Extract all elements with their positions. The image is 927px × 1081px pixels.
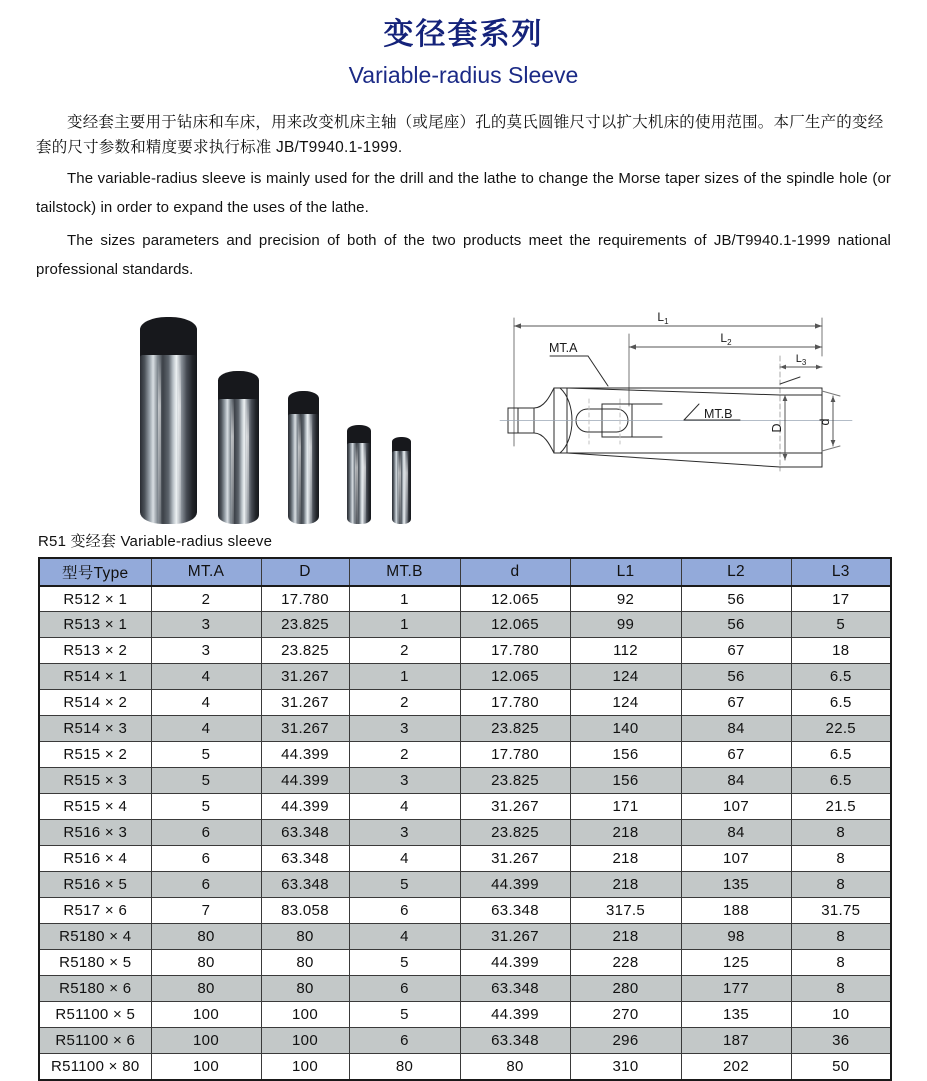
table-cell: 5: [349, 872, 460, 898]
table-cell: 98: [681, 924, 791, 950]
table-cell: 31.75: [791, 898, 891, 924]
table-row: [39, 1028, 891, 1054]
table-cell: 107: [681, 846, 791, 872]
sleeve-item: [288, 391, 319, 524]
table-cell: 36: [791, 1028, 891, 1054]
table-cell: R513 × 2: [39, 638, 151, 664]
table-cell: 8: [791, 820, 891, 846]
table-cell: 6: [151, 820, 261, 846]
sleeve-highlight: [298, 414, 301, 524]
table-cell: 4: [151, 690, 261, 716]
sleeve-highlight: [309, 414, 312, 524]
table-cell: 80: [151, 976, 261, 1002]
intro-copy: [36, 110, 891, 284]
table-cell: 63.348: [261, 820, 349, 846]
table-cell: 100: [261, 1028, 349, 1054]
sleeve-highlight: [405, 451, 408, 524]
sleeve-highlight: [178, 355, 181, 524]
table-cell: R516 × 4: [39, 846, 151, 872]
table-cell: 4: [151, 716, 261, 742]
table-cell: 80: [261, 950, 349, 976]
table-cell: 270: [570, 1002, 681, 1028]
table-cell: 8: [791, 924, 891, 950]
table-cell: R516 × 3: [39, 820, 151, 846]
table-cell: 8: [791, 950, 891, 976]
table-cell: 12.065: [460, 612, 570, 638]
table-row: [39, 846, 891, 872]
table-cell: 6.5: [791, 742, 891, 768]
table-cell: 280: [570, 976, 681, 1002]
table-cell: 100: [261, 1054, 349, 1080]
table-row: [39, 976, 891, 1002]
table-cell: R5180 × 5: [39, 950, 151, 976]
drawing-svg: [492, 296, 922, 528]
table-cell: 135: [681, 1002, 791, 1028]
table-cell: 80: [261, 976, 349, 1002]
table-cell: 4: [349, 794, 460, 820]
label-mt-a: MT.A: [549, 340, 578, 355]
table-cell: 44.399: [261, 768, 349, 794]
column-header-d: d: [460, 558, 570, 586]
table-cell: 100: [261, 1002, 349, 1028]
table-cell: 6: [151, 846, 261, 872]
taper-upper-edge: [567, 388, 780, 395]
dimension-label-l3: $L_3$: [795, 352, 807, 367]
table-cell: 10: [791, 1002, 891, 1028]
table-cell: 23.825: [261, 638, 349, 664]
table-cell: 112: [570, 638, 681, 664]
intro-paragraph-zh: 变经套主要用于钻床和车床，用来改变机床主轴（或尾座）孔的莫氏圆锥尺寸以扩大机床的使用范围。本厂生产的变经套的尺寸参数和精度要求执行标准 JB/T9940.1-1999.: [36, 113, 884, 156]
sleeve-item: [140, 317, 197, 524]
table-cell: 3: [349, 820, 460, 846]
table-cell: 99: [570, 612, 681, 638]
table-header-row: [39, 558, 891, 586]
table-cell: 18: [791, 638, 891, 664]
table-cell: 171: [570, 794, 681, 820]
table-cell: 12.065: [460, 664, 570, 690]
table-cell: 23.825: [460, 768, 570, 794]
table-cell: 4: [151, 664, 261, 690]
table-cell: 2: [349, 742, 460, 768]
table-cell: 23.825: [460, 820, 570, 846]
table-row: [39, 1002, 891, 1028]
table-cell: 17.780: [460, 638, 570, 664]
intro-paragraph-en-2: The sizes parameters and precision of both of the two products meet the requirements of JB/T9940.1-1999 national professional standards.: [36, 231, 891, 278]
table-cell: 228: [570, 950, 681, 976]
sleeve-item: [347, 425, 371, 524]
table-cell: 296: [570, 1028, 681, 1054]
sleeve-highlight: [355, 443, 358, 524]
table-cell: 6.5: [791, 690, 891, 716]
sleeve-highlight: [231, 399, 234, 524]
table-cell: 100: [151, 1002, 261, 1028]
table-row: [39, 690, 891, 716]
table-cell: 23.825: [460, 716, 570, 742]
table-cell: 1: [349, 612, 460, 638]
column-header-D: D: [261, 558, 349, 586]
table-cell: 31.267: [261, 716, 349, 742]
spec-table-body: [39, 586, 891, 1080]
table-cell: 12.065: [460, 586, 570, 612]
table-cell: 7: [151, 898, 261, 924]
table-cell: 100: [151, 1054, 261, 1080]
table-cell: 63.348: [460, 976, 570, 1002]
table-cell: 6: [349, 1028, 460, 1054]
table-cell: 1: [349, 586, 460, 612]
table-cell: 4: [349, 846, 460, 872]
label-diameter-d: d: [818, 418, 832, 426]
table-cell: 44.399: [460, 872, 570, 898]
table-cell: 3: [349, 768, 460, 794]
table-cell: 8: [791, 846, 891, 872]
table-cell: 6: [349, 898, 460, 924]
table-row: [39, 898, 891, 924]
leader-mt-b: [684, 404, 699, 420]
label-diameter-D: D: [770, 423, 784, 433]
table-cell: 1: [349, 664, 460, 690]
arrow-head: [816, 365, 822, 370]
table-cell: 21.5: [791, 794, 891, 820]
table-cell: 140: [570, 716, 681, 742]
table-cell: R51100 × 6: [39, 1028, 151, 1054]
table-cell: 84: [681, 716, 791, 742]
table-cell: 17.780: [460, 742, 570, 768]
dimension-label-l1: $L_1$: [657, 309, 669, 326]
page-title-en: Variable-radius Sleeve: [348, 61, 579, 88]
dimension-label-l2: $L_2$: [720, 330, 732, 347]
table-cell: 31.267: [460, 924, 570, 950]
table-cell: 187: [681, 1028, 791, 1054]
table-row: [39, 664, 891, 690]
table-cell: 2: [349, 638, 460, 664]
table-cell: 125: [681, 950, 791, 976]
arrow-head: [815, 323, 822, 328]
table-row: [39, 1054, 891, 1080]
table-cell: 44.399: [261, 742, 349, 768]
table-row: [39, 820, 891, 846]
table-cell: 317.5: [570, 898, 681, 924]
arrow-head: [780, 365, 786, 370]
table-cell: R514 × 2: [39, 690, 151, 716]
column-header-type: 型号Type: [39, 558, 151, 586]
product-photo: [140, 302, 460, 524]
table-cell: 218: [570, 820, 681, 846]
table-cell: R51100 × 5: [39, 1002, 151, 1028]
arrow-head: [783, 454, 788, 460]
table-cell: R514 × 3: [39, 716, 151, 742]
table-cell: 6.5: [791, 768, 891, 794]
table-cell: 5: [349, 950, 460, 976]
table-cell: 135: [681, 872, 791, 898]
sleeve-highlight: [158, 355, 161, 524]
extension-line: [822, 446, 840, 451]
sleeve-body: [392, 451, 411, 524]
table-cell: 4: [349, 924, 460, 950]
sleeve-highlight: [398, 451, 401, 524]
sleeve-body: [288, 414, 319, 524]
table-cell: 84: [681, 820, 791, 846]
table-row: [39, 794, 891, 820]
table-cell: 80: [261, 924, 349, 950]
table-cell: 84: [681, 768, 791, 794]
table-cell: 44.399: [261, 794, 349, 820]
table-cell: 156: [570, 742, 681, 768]
table-cell: 63.348: [460, 898, 570, 924]
taper-lower-edge: [567, 453, 780, 467]
table-cell: 5: [151, 742, 261, 768]
leader-mt-a: [588, 356, 608, 386]
table-cell: 177: [681, 976, 791, 1002]
label-mt-b: MT.B: [704, 406, 733, 421]
table-cell: R515 × 4: [39, 794, 151, 820]
table-cell: 3: [151, 612, 261, 638]
sleeve-body: [218, 399, 259, 524]
table-row: [39, 716, 891, 742]
table-cell: 80: [151, 950, 261, 976]
table-cell: 80: [460, 1054, 570, 1080]
table-cell: 156: [570, 768, 681, 794]
table-cell: 67: [681, 638, 791, 664]
extension-line: [822, 391, 840, 396]
table-cell: 5: [151, 794, 261, 820]
table-cell: 124: [570, 690, 681, 716]
table-cell: R514 × 1: [39, 664, 151, 690]
table-cell: 3: [349, 716, 460, 742]
table-cell: 23.825: [261, 612, 349, 638]
arrow-head: [831, 396, 836, 402]
table-cell: 44.399: [460, 950, 570, 976]
table-row: [39, 950, 891, 976]
table-cell: 100: [151, 1028, 261, 1054]
table-cell: 2: [349, 690, 460, 716]
table-row: [39, 638, 891, 664]
table-cell: 67: [681, 742, 791, 768]
table-cell: 44.399: [460, 1002, 570, 1028]
table-cell: 202: [681, 1054, 791, 1080]
table-cell: 31.267: [261, 690, 349, 716]
table-cell: 63.348: [261, 872, 349, 898]
table-cell: 310: [570, 1054, 681, 1080]
table-cell: R51100 × 80: [39, 1054, 151, 1080]
table-cell: R512 × 1: [39, 586, 151, 612]
arrow-head: [831, 440, 836, 446]
table-cell: R5180 × 4: [39, 924, 151, 950]
table-cell: 6: [349, 976, 460, 1002]
table-cell: R517 × 6: [39, 898, 151, 924]
table-cell: 5: [151, 768, 261, 794]
table-cell: 17.780: [460, 690, 570, 716]
table-cell: R5180 × 6: [39, 976, 151, 1002]
arrow-head: [783, 395, 788, 401]
engineering-drawing: [492, 296, 922, 528]
figure-band: [0, 296, 927, 528]
column-header-mt-b: MT.B: [349, 558, 460, 586]
table-row: [39, 612, 891, 638]
table-row: [39, 768, 891, 794]
column-header-mt-a: MT.A: [151, 558, 261, 586]
table-cell: R513 × 1: [39, 612, 151, 638]
table-cell: 218: [570, 924, 681, 950]
table-cell: 67: [681, 690, 791, 716]
table-cell: 188: [681, 898, 791, 924]
intro-paragraph-en-1: The variable-radius sleeve is mainly used for the drill and the lathe to change the Morse taper sizes of the spindle hole (or tailstock) in order to expand the uses of the lathe.: [36, 169, 891, 216]
table-row: [39, 924, 891, 950]
column-header-l2: L2: [681, 558, 791, 586]
table-cell: 31.267: [460, 846, 570, 872]
arrow-head: [514, 323, 521, 328]
sleeve-highlight: [246, 399, 249, 524]
table-cell: 124: [570, 664, 681, 690]
table-cell: 6.5: [791, 664, 891, 690]
table-cell: 3: [151, 638, 261, 664]
table-cell: 8: [791, 976, 891, 1002]
table-cell: 56: [681, 664, 791, 690]
sleeve-item: [392, 437, 411, 524]
pointer-tick: [780, 377, 800, 384]
sleeve-highlight: [363, 443, 366, 524]
table-row: [39, 742, 891, 768]
table-cell: 56: [681, 586, 791, 612]
table-cell: 218: [570, 846, 681, 872]
table-cell: 56: [681, 612, 791, 638]
table-cell: 17: [791, 586, 891, 612]
table-cell: R515 × 2: [39, 742, 151, 768]
table-cell: 63.348: [261, 846, 349, 872]
table-row: [39, 872, 891, 898]
table-cell: 2: [151, 586, 261, 612]
table-cell: 83.058: [261, 898, 349, 924]
page-title-zh: 变径套系列: [383, 18, 544, 51]
table-cell: 50: [791, 1054, 891, 1080]
table-cell: 17.780: [261, 586, 349, 612]
table-cell: 6: [151, 872, 261, 898]
sleeve-item: [218, 371, 259, 524]
table-cell: 92: [570, 586, 681, 612]
arrow-head: [629, 344, 636, 349]
sleeve-body: [347, 443, 371, 524]
table-cell: 80: [349, 1054, 460, 1080]
table-cell: 63.348: [460, 1028, 570, 1054]
table-cell: 107: [681, 794, 791, 820]
table-cell: R516 × 5: [39, 872, 151, 898]
table-cell: 31.267: [261, 664, 349, 690]
table-cell: 5: [349, 1002, 460, 1028]
table-cell: 218: [570, 872, 681, 898]
sleeve-body: [140, 355, 197, 524]
table-cell: 22.5: [791, 716, 891, 742]
column-header-l3: L3: [791, 558, 891, 586]
table-cell: 80: [151, 924, 261, 950]
table-row: [39, 586, 891, 612]
spec-table: [38, 557, 892, 1081]
arrow-head: [815, 344, 822, 349]
spec-table-wrap: [38, 557, 890, 1081]
table-caption: R51 变经套 Variable-radius sleeve: [38, 532, 273, 550]
column-header-l1: L1: [570, 558, 681, 586]
table-cell: R515 × 3: [39, 768, 151, 794]
table-cell: 8: [791, 872, 891, 898]
table-cell: 5: [791, 612, 891, 638]
table-cell: 31.267: [460, 794, 570, 820]
